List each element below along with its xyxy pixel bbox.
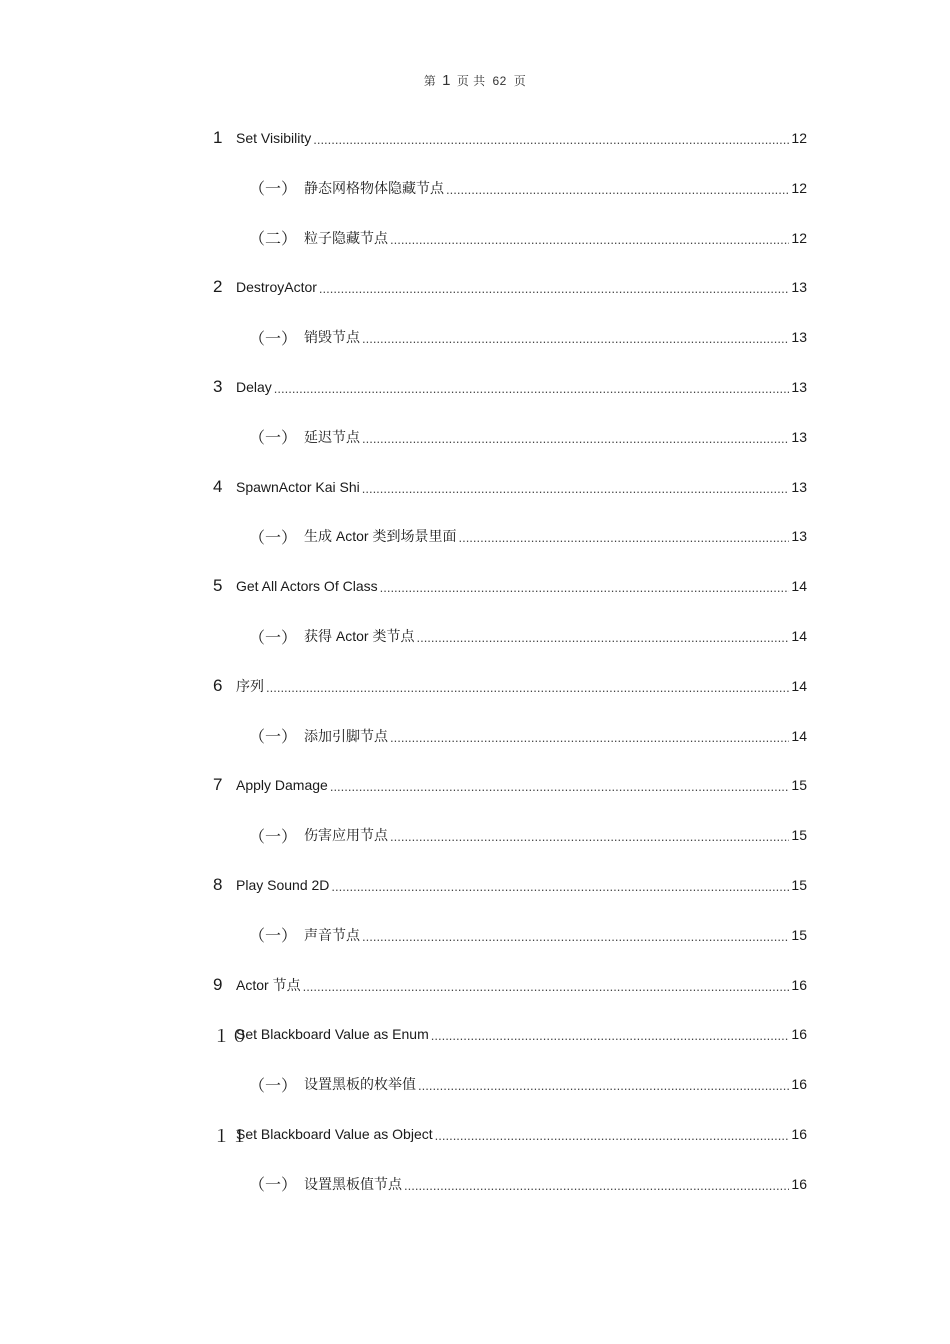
toc-row	[0, 572, 950, 600]
toc-row	[0, 423, 950, 451]
toc-entry-page-number: 16	[791, 1026, 807, 1043]
header-middle: 页 共	[456, 74, 486, 88]
header-suffix: 页	[513, 74, 527, 88]
toc-entry-title: SpawnActor Kai Shi	[236, 478, 360, 495]
toc-entry-subsection[interactable]	[249, 323, 807, 351]
toc-entry-title: Delay	[236, 379, 272, 395]
dot-leader	[380, 574, 790, 602]
toc-entry-number: 6	[213, 675, 224, 695]
toc-row	[0, 224, 950, 252]
toc-row	[0, 373, 950, 401]
toc-entry-title: 生成 Actor 类到场景里面	[304, 528, 457, 545]
dot-leader	[458, 524, 789, 552]
toc-row	[0, 1120, 950, 1148]
toc-entry-number: 2	[213, 277, 224, 297]
toc-entry-page-number: 14	[791, 578, 807, 595]
toc-entry-subsection[interactable]	[249, 821, 807, 849]
toc-row	[0, 821, 950, 849]
toc-entry-page-number: 15	[791, 777, 807, 794]
toc-row	[0, 672, 950, 700]
toc-entry-title: Play Sound 2D	[236, 877, 330, 893]
dot-leader	[274, 375, 790, 403]
toc-row	[0, 1170, 950, 1198]
toc-entry-page-number: 16	[791, 1175, 807, 1192]
toc-entry-section[interactable]	[213, 572, 807, 600]
toc-entry-number: 5	[213, 576, 224, 596]
toc-entry-page-number: 12	[791, 229, 807, 246]
page-header	[0, 72, 950, 89]
toc-entry-title: 设置黑板的枚举值	[304, 1076, 416, 1093]
dot-leader	[266, 674, 789, 702]
toc-entry-section[interactable]	[213, 473, 807, 501]
toc-entry-number: 8	[213, 875, 224, 894]
dot-leader	[435, 1122, 790, 1150]
toc-entry-subsection[interactable]	[249, 174, 807, 202]
toc-row	[0, 174, 950, 202]
toc-row	[0, 522, 950, 550]
toc-entry-page-number: 15	[791, 926, 807, 943]
toc-entry-subsection[interactable]	[249, 921, 807, 949]
toc-row	[0, 273, 950, 301]
toc-entry-page-number: 13	[791, 379, 807, 395]
toc-entry-page-number: 14	[791, 628, 807, 644]
toc-entry-section[interactable]	[213, 373, 807, 401]
dot-leader	[446, 176, 789, 204]
toc-entry-number: （二）	[249, 231, 298, 249]
toc-entry-title: 声音节点	[304, 926, 360, 943]
dot-leader	[303, 973, 790, 1001]
toc-entry-title: 销毁节点	[304, 329, 360, 346]
toc-row	[0, 771, 950, 799]
toc-entry-subsection[interactable]	[249, 1170, 807, 1198]
toc-entry-title: 延迟节点	[304, 428, 360, 445]
dot-leader	[418, 1072, 789, 1100]
dot-leader	[390, 823, 789, 851]
dot-leader	[319, 275, 790, 303]
toc-entry-subsection[interactable]	[249, 423, 807, 451]
toc-entry-number: （一）	[249, 430, 298, 448]
toc-row	[0, 622, 950, 650]
toc-entry-title: Actor 节点	[236, 976, 301, 993]
toc-entry-subsection[interactable]	[249, 722, 807, 750]
toc-entry-number: （一）	[249, 928, 298, 946]
toc-entry-title: 添加引脚节点	[304, 727, 388, 744]
toc-entry-page-number: 13	[791, 528, 807, 545]
dot-leader	[331, 873, 789, 901]
toc-entry-page-number: 14	[791, 727, 807, 744]
toc-entry-title: 静态网格物体隐藏节点	[304, 179, 444, 196]
toc-entry-section[interactable]	[213, 771, 807, 799]
toc-entry-number: （一）	[249, 729, 298, 747]
toc-entry-number: （一）	[249, 828, 298, 846]
toc-entry-title: DestroyActor	[236, 279, 317, 296]
dot-leader	[416, 624, 789, 652]
toc-row	[0, 921, 950, 949]
toc-entry-number: （一）	[249, 1077, 298, 1095]
toc-row	[0, 722, 950, 750]
dot-leader	[362, 923, 789, 951]
toc-entry-section[interactable]	[213, 871, 807, 899]
toc-entry-title: 序列	[236, 677, 264, 694]
toc-row	[0, 971, 950, 999]
toc-entry-section[interactable]	[213, 1120, 807, 1148]
dot-leader	[362, 325, 789, 353]
dot-leader	[330, 773, 790, 801]
toc-entry-page-number: 13	[791, 478, 807, 495]
toc-entry-section[interactable]	[213, 1020, 807, 1048]
toc-entry-number: １０	[213, 1026, 249, 1046]
toc-entry-number: １１	[213, 1126, 249, 1146]
toc-entry-number: （一）	[249, 529, 298, 547]
toc-entry-page-number: 16	[791, 976, 807, 993]
toc-row	[0, 124, 950, 152]
current-page-number: 1	[442, 72, 451, 89]
total-pages: 62	[492, 74, 507, 88]
toc-entry-title: Set Blackboard Value as Object	[236, 1126, 433, 1142]
toc-entry-page-number: 13	[791, 279, 807, 296]
toc-entry-subsection[interactable]	[249, 522, 807, 550]
toc-entry-section[interactable]	[213, 971, 807, 999]
toc-entry-number: 7	[213, 775, 224, 795]
dot-leader	[362, 475, 790, 503]
toc-row	[0, 473, 950, 501]
dot-leader	[390, 724, 789, 752]
toc-entry-title: Set Visibility	[236, 130, 312, 146]
toc-entry-number: （一）	[249, 629, 298, 647]
toc-row	[0, 871, 950, 899]
toc-entry-page-number: 12	[791, 179, 807, 196]
toc-entry-title: 获得 Actor 类节点	[304, 628, 415, 644]
toc-entry-subsection[interactable]	[249, 622, 807, 650]
dot-leader	[313, 126, 789, 154]
toc-entry-subsection[interactable]	[249, 1070, 807, 1098]
toc-entry-page-number: 13	[791, 329, 807, 346]
toc-entry-section[interactable]	[213, 124, 807, 152]
toc-entry-title: Get All Actors Of Class	[236, 578, 378, 595]
toc-entry-number: 9	[213, 974, 224, 994]
dot-leader	[362, 425, 789, 453]
toc-entry-title: 设置黑板值节点	[304, 1175, 402, 1192]
toc-entry-page-number: 16	[791, 1076, 807, 1093]
toc-entry-page-number: 13	[791, 428, 807, 445]
toc-entry-title: Set Blackboard Value as Enum	[236, 1026, 429, 1043]
toc-row	[0, 1020, 950, 1048]
header-prefix: 第	[423, 74, 437, 88]
dot-leader	[404, 1172, 789, 1200]
dot-leader	[390, 226, 789, 254]
toc-entry-number: （一）	[249, 1177, 298, 1195]
toc-entry-section[interactable]	[213, 273, 807, 301]
toc-entry-page-number: 15	[791, 827, 807, 844]
toc-entry-page-number: 12	[791, 130, 807, 146]
toc-entry-page-number: 14	[791, 677, 807, 694]
toc-entry-number: （一）	[249, 181, 298, 199]
toc-entry-number: 3	[213, 377, 224, 396]
toc-entry-number: （一）	[249, 330, 298, 348]
toc-entry-number: 4	[213, 476, 224, 496]
toc-entry-page-number: 15	[791, 877, 807, 893]
toc-entry-number: 1	[213, 128, 224, 147]
toc-row	[0, 323, 950, 351]
toc-entry-page-number: 16	[791, 1126, 807, 1142]
dot-leader	[431, 1022, 790, 1050]
toc-entry-section[interactable]	[213, 672, 807, 700]
toc-entry-title: 伤害应用节点	[304, 827, 388, 844]
toc-entry-subsection[interactable]	[249, 224, 807, 252]
toc-row	[0, 1070, 950, 1098]
toc-entry-title: 粒子隐藏节点	[304, 229, 388, 246]
toc-entry-title: Apply Damage	[236, 777, 328, 794]
